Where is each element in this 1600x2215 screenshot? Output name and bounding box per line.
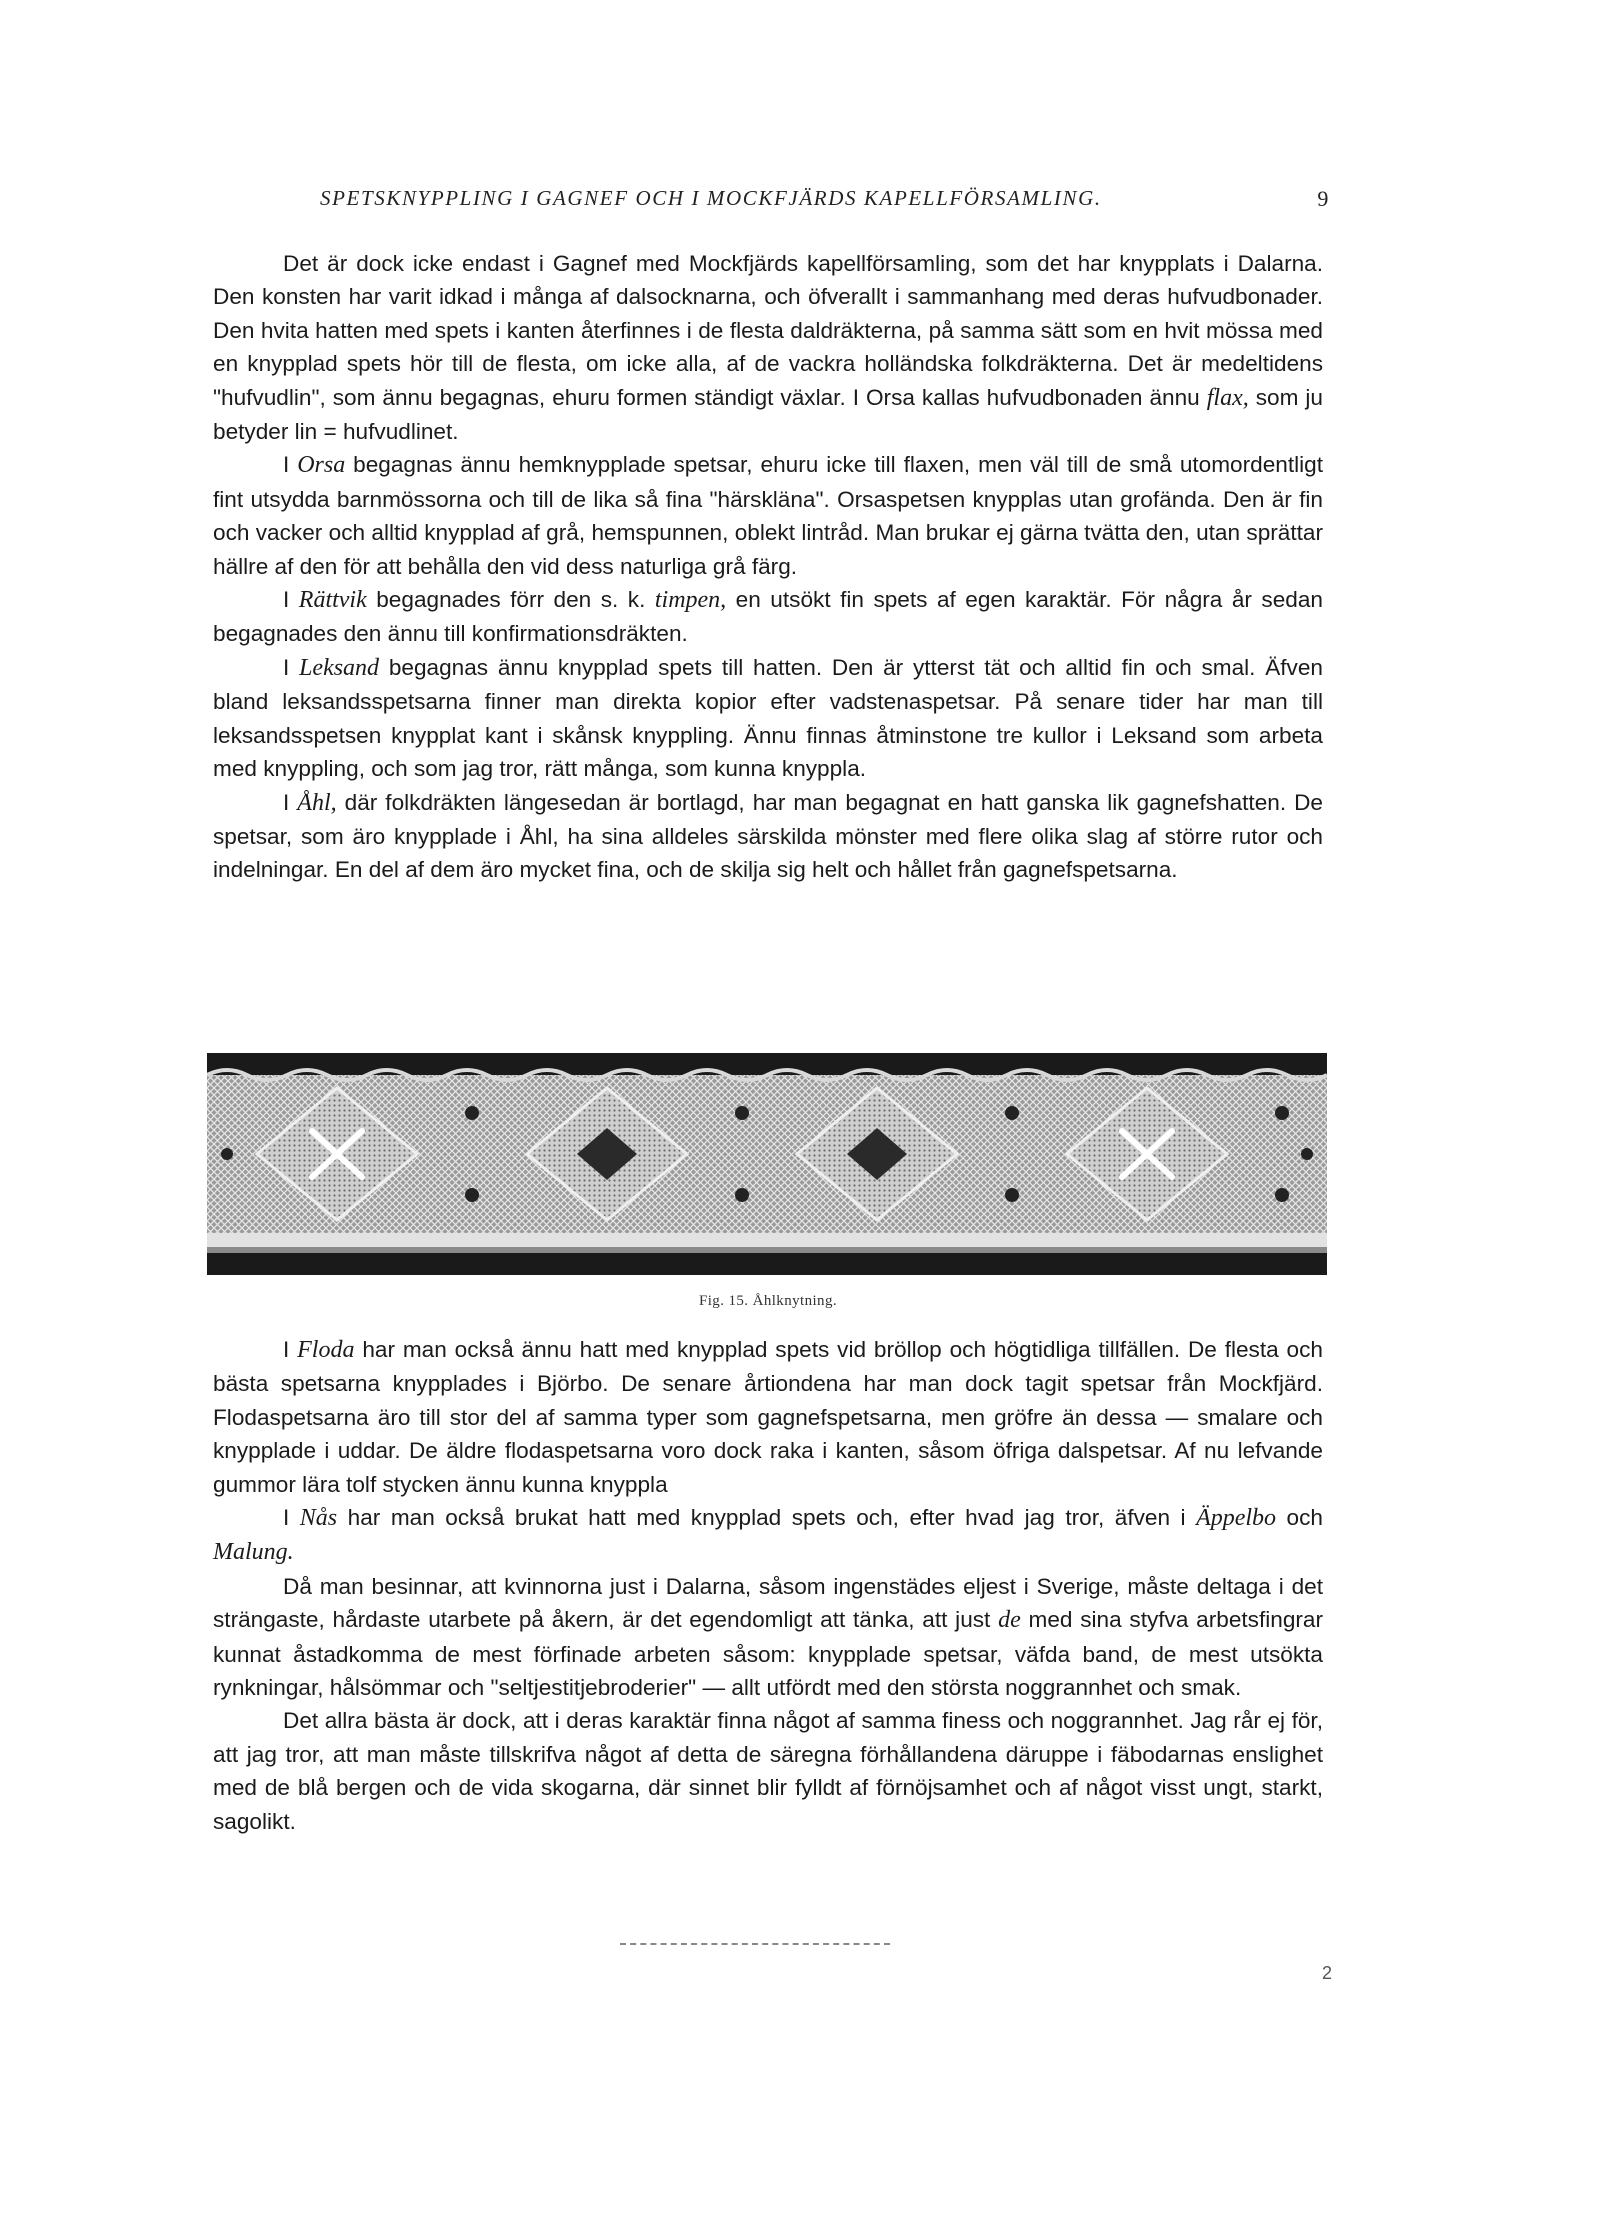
footer-rule	[620, 1943, 890, 1945]
signature-mark: 2	[1322, 1963, 1333, 1983]
text-run: begagnas ännu knypplad spets till hatten. Den är ytterst tät och alltid fin och smal. Äfven bland leksandsspetsarna finner man direkta kopior efter vadstenaspetsar. På senare tider har man till leksandsspetsen knypplat kant i skånsk knyppling. Ännu finnas åtminstone tre kullor i Leksand som arbeta med knyppling, och som jag tror, rätt många, som kunna knyppla.	[213, 654, 1323, 782]
text-run: med sina styfva arbetsfingrar kunnat åstadkomma de mest förfinade arbeten såsom: knypplade spetsar, väfda band, de mest utsökta rynkningar, hålsömmar och "seltjestitjebroderier" — allt utfördt med den största noggrannhet och smak.	[213, 1607, 1323, 1701]
place-name-italic: Malung.	[213, 1539, 294, 1566]
paragraph	[213, 651, 1323, 786]
text-run: begagnades förr den s. k.	[366, 587, 655, 613]
text-run: har man också brukat hatt med knypplad spets och, efter hvad jag tror, äfven i	[337, 1505, 1197, 1531]
paragraph	[213, 583, 1323, 651]
body-text-bottom	[213, 1333, 1323, 1838]
text-run: Då man besinnar, att kvinnorna just i Dalarna, såsom ingenstädes eljest i Sverige, måste deltaga i det strängaste, hårdaste utarbete på åkern, är det egendomligt att tänka, att just	[213, 1573, 1323, 1633]
page-number: 9	[1317, 186, 1330, 211]
paragraph	[213, 786, 1323, 887]
text-run: I	[283, 452, 298, 478]
place-name-italic: Åhl,	[297, 789, 337, 816]
text-run: Det är dock icke endast i Gagnef med Mockfjärds kapellförsamling, som det har knypplats i Dalarna. Den konsten har varit idkad i många af dalsocknarna, och öfverallt i sammanhang med deras hufvudbonader. Den hvita hatten med spets i kanten återfinnes i de flesta daldräkterna, på samma sätt som en hvit mössa med en knypplad spets hör till de flesta, om icke alla, af de vackra holländska folkdräkterna. Det är medeltidens "hufvudlin", som ännu begagnas, ehuru formen ständigt växlar. I Orsa kallas hufvudbonaden ännu	[213, 251, 1323, 410]
lace-border-image	[207, 1053, 1327, 1275]
text-run: och	[1276, 1505, 1323, 1531]
place-name-italic: Äppelbo	[1196, 1505, 1277, 1532]
lace-figure	[207, 1053, 1327, 1275]
place-name-italic: Nås	[299, 1505, 338, 1532]
text-run: har man också ännu hatt med knypplad spets vid bröllop och högtidliga tillfällen. De flesta och bästa spetsarna knypplades i Björbo. De senare årtiondena har man dock tagit spetsar från Mockfjärd. Flodaspetsarna äro till stor del af samma typer som gagnefspetsarna, men gröfre än dessa — smalare och knypplade i uddar. De äldre flodaspetsarna voro dock raka i kanten, såsom öfriga dalspetsar. Af nu lefvande gummor lära tolf stycken ännu kunna knyppla	[213, 1337, 1323, 1497]
place-name-italic: Orsa	[297, 452, 346, 479]
paragraph	[213, 1570, 1323, 1705]
paragraph	[213, 1333, 1323, 1501]
figure-caption: Fig. 15. Åhlknytning.	[699, 1293, 837, 1309]
text-run: begagnas ännu hemknypplade spetsar, ehuru icke till flaxen, men väl till de små utomordentligt fint utsydda barnmössorna och till de lika så fina "härskläna". Orsaspetsen knypplas utan grofända. Den är fin och vacker och alltid knypplad af grå, hemspunnen, oblekt lintråd. Man brukar ej gärna tvätta den, utan sprättar hällre af den för att behålla den vid dess naturliga grå färg.	[213, 452, 1323, 579]
body-text-top	[213, 247, 1323, 887]
running-header	[320, 186, 1330, 220]
text-run: I	[283, 1505, 300, 1531]
place-name-italic: Leksand	[299, 654, 380, 681]
paragraph	[213, 1704, 1323, 1838]
place-name-italic: de	[998, 1607, 1021, 1634]
text-run: en utsökt fin spets af egen karaktär. För några år sedan begagnades den ännu till konfirmationsdräkten.	[213, 587, 1323, 647]
text-run: I	[283, 1337, 298, 1362]
text-run: där folkdräkten längesedan är bortlagd, har man begagnat en hatt ganska lik gagnefshatten. De spetsar, som äro knypplade i Åhl, ha sina alldeles särskilda mönster med flere olika slag af större rutor och indelningar. En del af dem äro mycket fina, och de skilja sig helt och hållet från gagnefspetsarna.	[213, 789, 1323, 883]
paragraph	[213, 1501, 1323, 1570]
place-name-italic: Floda	[297, 1337, 355, 1363]
paragraph	[213, 247, 1323, 448]
place-name-italic: flax,	[1206, 384, 1249, 411]
text-run: som ju betyder lin = hufvudlinet.	[213, 384, 1323, 445]
text-run: I	[283, 789, 298, 815]
text-run: I	[283, 654, 300, 680]
text-run: I	[283, 587, 299, 613]
place-name-italic: timpen,	[654, 587, 727, 614]
text-run: Det allra bästa är dock, att i deras karaktär finna något af samma finess och noggrannhet. Jag rår ej för, att jag tror, att man måste tillskrifva något af detta de säregna förhållandena däruppe i fäbodarnas enslighet med de blå bergen och de vida skogarna, där sinnet blir fylldt af förnöjsamhet och af något visst ungt, starkt, sagolikt.	[213, 1708, 1323, 1834]
running-title: SPETSKNYPPLING I GAGNEF OCH I MOCKFJÄRDS KAPELLFÖRSAMLING.	[320, 186, 1102, 210]
paragraph	[213, 448, 1323, 583]
place-name-italic: Rättvik	[298, 587, 367, 614]
